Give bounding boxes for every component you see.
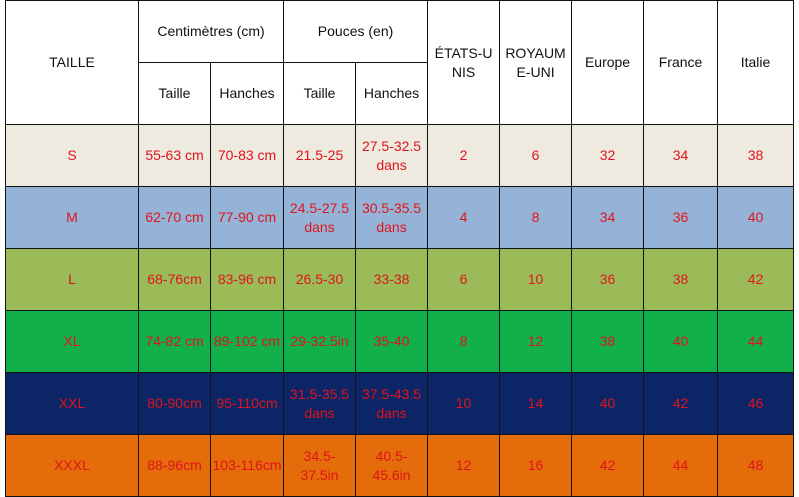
header-in-hips: Hanches <box>356 63 428 125</box>
cell-france: 34 <box>644 125 718 187</box>
cell-cm-hips: 77-90 cm <box>211 187 284 249</box>
cell-europe: 32 <box>572 125 644 187</box>
header-in-waist: Taille <box>284 63 356 125</box>
cell-size: XL <box>6 311 139 373</box>
cell-uk: 6 <box>500 125 572 187</box>
header-size: TAILLE <box>6 1 139 125</box>
cell-us: 8 <box>428 311 500 373</box>
cell-europe: 34 <box>572 187 644 249</box>
cell-size: S <box>6 125 139 187</box>
cell-in-waist: 29-32.5in <box>284 311 356 373</box>
cell-in-hips: 35-40 <box>356 311 428 373</box>
cell-in-waist: 21.5-25 <box>284 125 356 187</box>
header-europe: Europe <box>572 1 644 125</box>
cell-in-waist: 34.5-37.5in <box>284 435 356 497</box>
header-cm-waist: Taille <box>139 63 211 125</box>
cell-france: 40 <box>644 311 718 373</box>
header-uk: ROYAUME-UNI <box>500 1 572 125</box>
cell-france: 38 <box>644 249 718 311</box>
size-chart-table <box>5 0 794 497</box>
cell-italie: 38 <box>718 125 794 187</box>
cell-europe: 40 <box>572 373 644 435</box>
cell-size: L <box>6 249 139 311</box>
header-us: ÉTATS-UNIS <box>428 1 500 125</box>
cell-uk: 14 <box>500 373 572 435</box>
cell-cm-hips: 95-110cm <box>211 373 284 435</box>
cell-us: 6 <box>428 249 500 311</box>
cell-cm-waist: 62-70 cm <box>139 187 211 249</box>
cell-cm-waist: 80-90cm <box>139 373 211 435</box>
cell-europe: 42 <box>572 435 644 497</box>
cell-uk: 12 <box>500 311 572 373</box>
cell-europe: 36 <box>572 249 644 311</box>
table-row <box>6 311 794 373</box>
cell-italie: 48 <box>718 435 794 497</box>
cell-uk: 16 <box>500 435 572 497</box>
table-row <box>6 435 794 497</box>
cell-cm-waist: 88-96cm <box>139 435 211 497</box>
cell-in-hips: 37.5-43.5 dans <box>356 373 428 435</box>
table-row <box>6 249 794 311</box>
header-italie: Italie <box>718 1 794 125</box>
cell-us: 4 <box>428 187 500 249</box>
cell-in-waist: 31.5-35.5 dans <box>284 373 356 435</box>
cell-cm-waist: 55-63 cm <box>139 125 211 187</box>
cell-italie: 46 <box>718 373 794 435</box>
header-centimeters: Centimètres (cm) <box>139 1 284 63</box>
cell-italie: 42 <box>718 249 794 311</box>
cell-us: 2 <box>428 125 500 187</box>
cell-in-hips: 40.5-45.6in <box>356 435 428 497</box>
cell-europe: 38 <box>572 311 644 373</box>
table-row <box>6 187 794 249</box>
cell-italie: 44 <box>718 311 794 373</box>
cell-cm-hips: 70-83 cm <box>211 125 284 187</box>
cell-cm-hips: 89-102 cm <box>211 311 284 373</box>
cell-france: 36 <box>644 187 718 249</box>
cell-in-waist: 24.5-27.5 dans <box>284 187 356 249</box>
cell-in-hips: 30.5-35.5 dans <box>356 187 428 249</box>
cell-uk: 8 <box>500 187 572 249</box>
cell-uk: 10 <box>500 249 572 311</box>
cell-us: 12 <box>428 435 500 497</box>
cell-italie: 40 <box>718 187 794 249</box>
header-inches: Pouces (en) <box>284 1 428 63</box>
cell-france: 44 <box>644 435 718 497</box>
cell-size: XXL <box>6 373 139 435</box>
table-row <box>6 373 794 435</box>
cell-france: 42 <box>644 373 718 435</box>
cell-size: XXXL <box>6 435 139 497</box>
cell-us: 10 <box>428 373 500 435</box>
cell-cm-waist: 74-82 cm <box>139 311 211 373</box>
cell-in-hips: 33-38 <box>356 249 428 311</box>
cell-cm-waist: 68-76cm <box>139 249 211 311</box>
table-row <box>6 125 794 187</box>
header-cm-hips: Hanches <box>211 63 284 125</box>
cell-cm-hips: 103-116cm <box>211 435 284 497</box>
cell-in-hips: 27.5-32.5 dans <box>356 125 428 187</box>
header-france: France <box>644 1 718 125</box>
cell-cm-hips: 83-96 cm <box>211 249 284 311</box>
cell-size: M <box>6 187 139 249</box>
cell-in-waist: 26.5-30 <box>284 249 356 311</box>
